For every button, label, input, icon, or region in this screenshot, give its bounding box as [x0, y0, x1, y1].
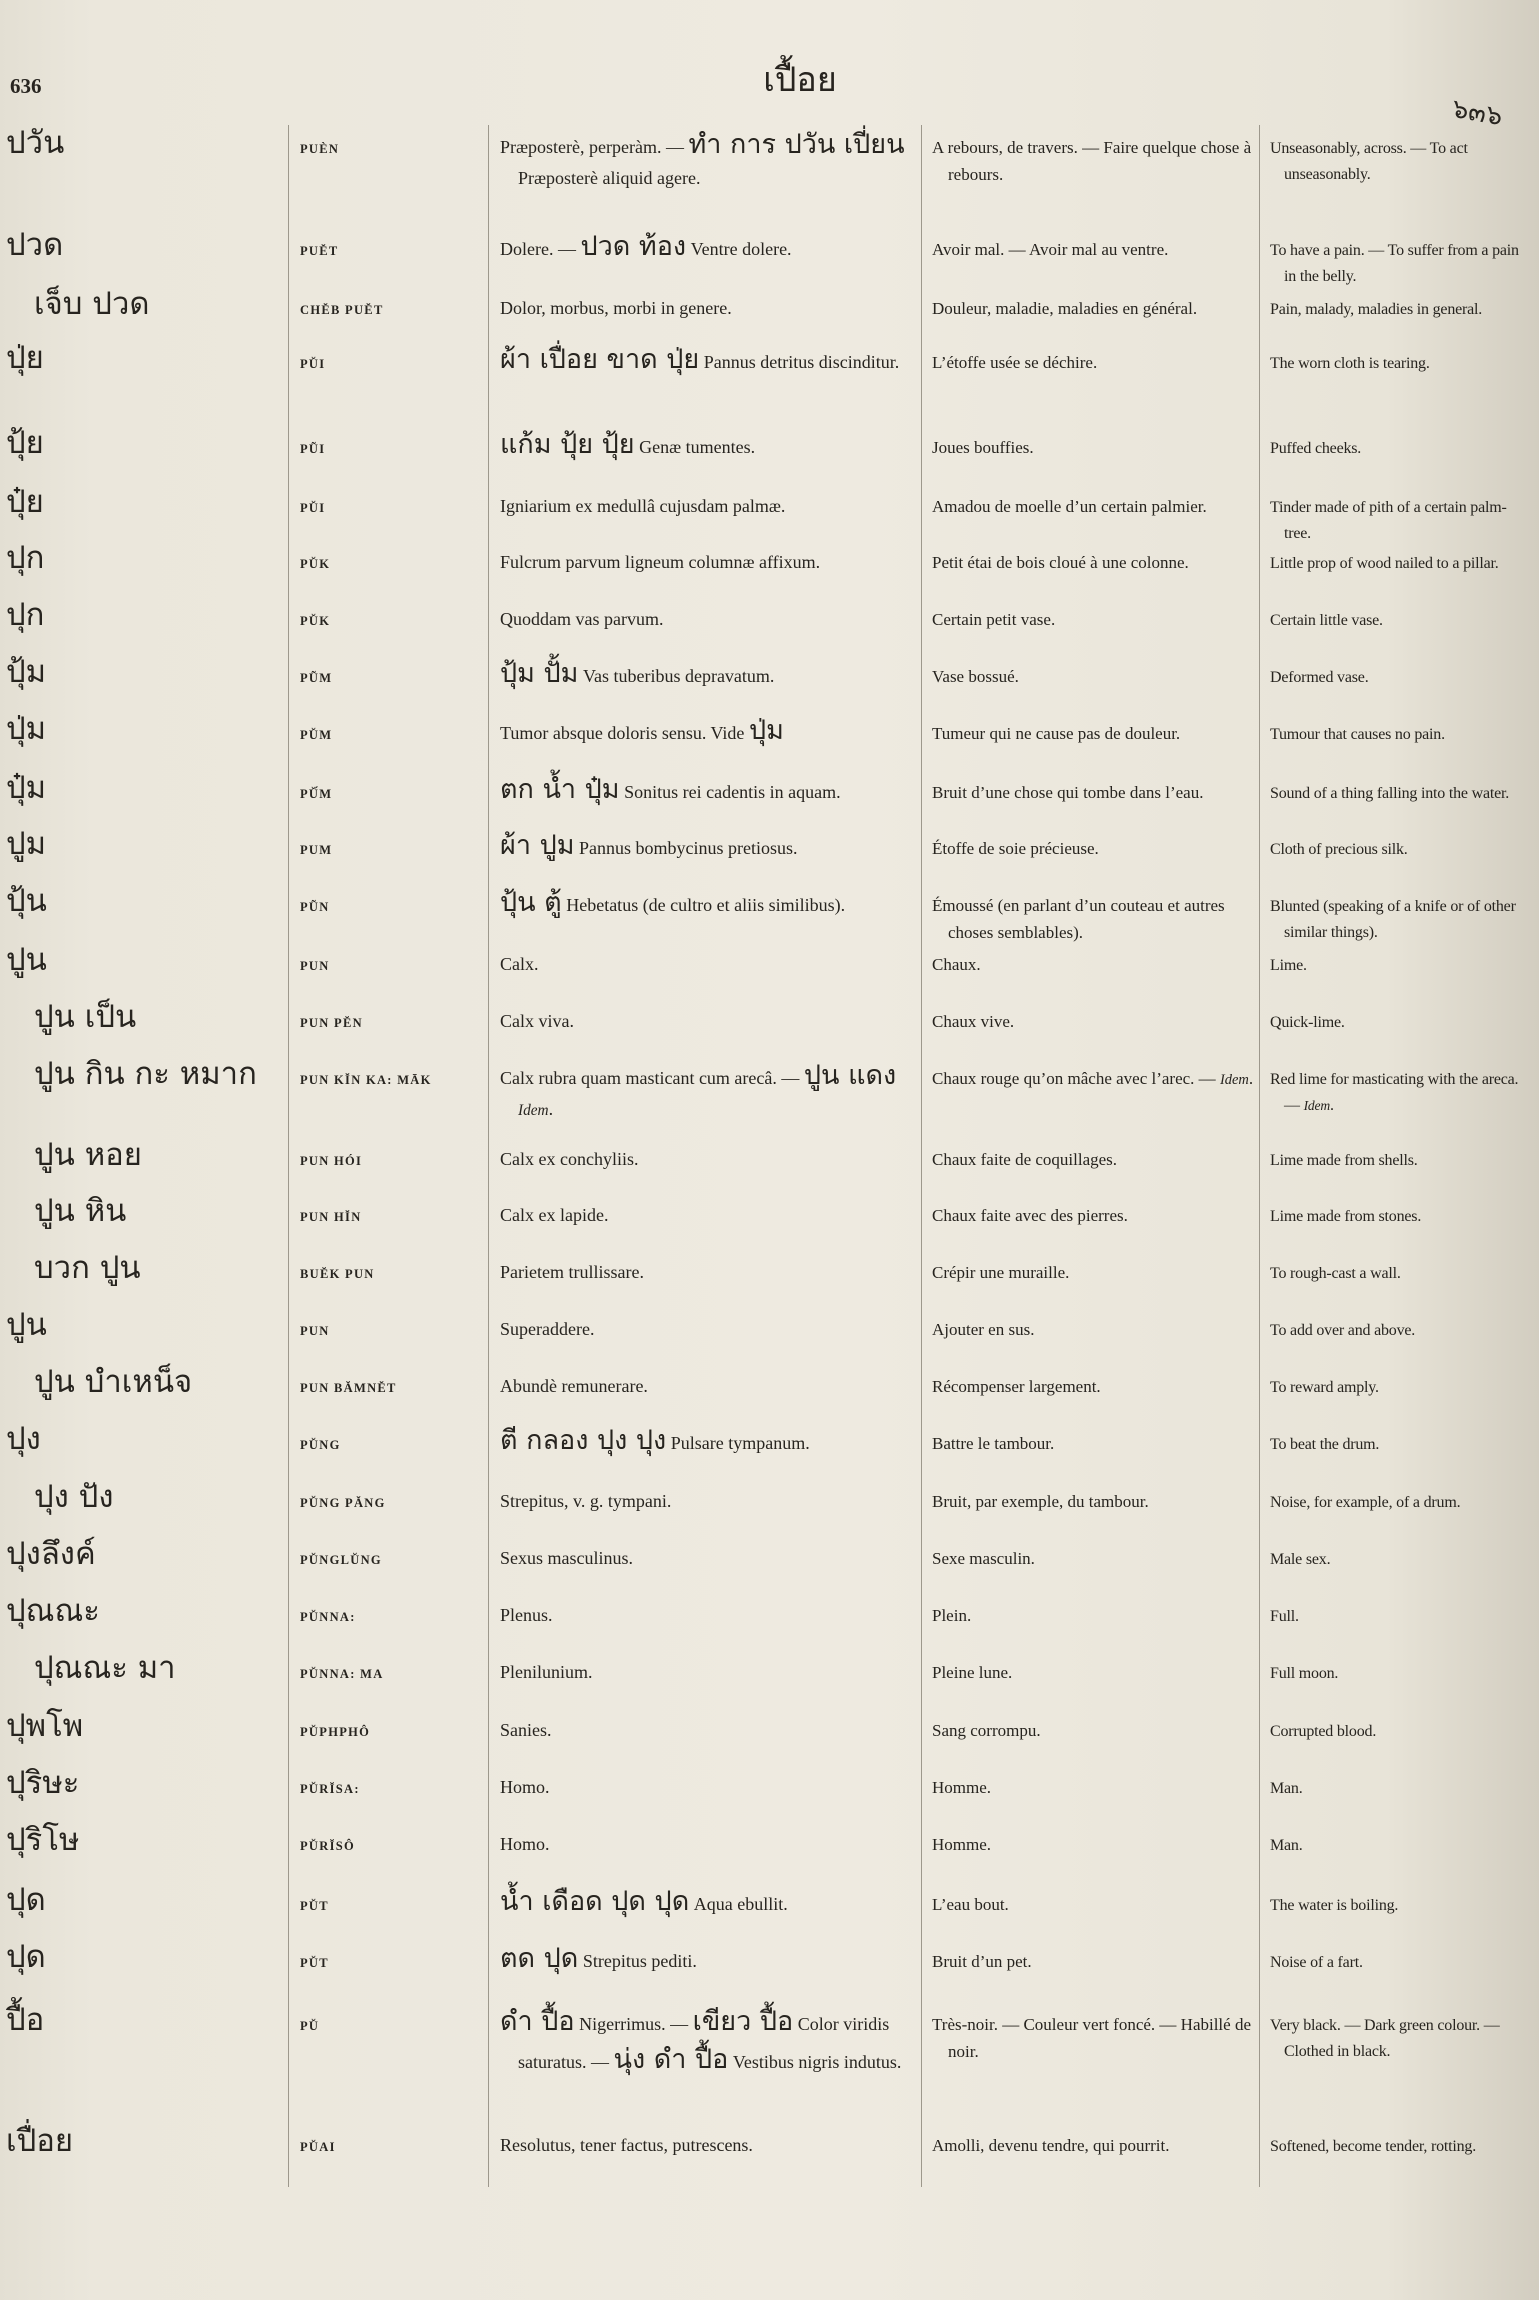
thai-headword: ปุงลึงค์ [6, 1536, 96, 1572]
english-definition: Tinder made of pith of a certain palm-tree. [1270, 499, 1507, 542]
latin-definition: Plenilunium. [500, 1662, 593, 1682]
french-definition: L’eau bout. [932, 1895, 1009, 1914]
english-definition: To rough-cast a wall. [1270, 1265, 1401, 1282]
thai-headword: ปุ่ย [6, 340, 44, 376]
entry-row [0, 1937, 1532, 1978]
thai-headword: ปูน กิน กะ หมาก [34, 1056, 257, 1092]
thai-headword: ปุ๋ย [6, 484, 44, 520]
french-definition: Chaux rouge qu’on mâche avec l’arec. — Idem. [932, 1069, 1254, 1088]
french-definition: Vase bossué. [932, 667, 1019, 686]
thai-headword: ปุง [6, 1421, 41, 1457]
english-definition: Cloth of precious silk. [1270, 841, 1408, 858]
thai-headword: ปูม [6, 826, 47, 862]
latin-definition: Strepitus, v. g. tympani. [500, 1491, 672, 1511]
latin-definition: Calx ex conchyliis. [500, 1149, 639, 1169]
thai-headword: ปูน เป็น [34, 999, 137, 1035]
french-definition: Battre le tambour. [932, 1434, 1055, 1453]
latin-definition: Dolere. — ปวด ท้อง Ventre dolere. [500, 231, 792, 262]
latin-definition: Tumor absque doloris sensu. Vide ปุ่ม [500, 715, 784, 746]
romanization: PŬNNA: MA [300, 1667, 384, 1681]
latin-definition: ผ้า เปื่อย ขาด ปุ่ย Pannus detritus discinditur. [500, 344, 900, 375]
entry-row [0, 595, 1532, 635]
french-definition: Sang corrompu. [932, 1721, 1041, 1740]
english-definition: Certain little vase. [1270, 612, 1383, 629]
romanization: PŬ́M [300, 787, 333, 801]
entry-row [0, 338, 1532, 379]
latin-definition: Calx viva. [500, 1011, 574, 1031]
romanization: PUĔT [300, 244, 339, 258]
romanization: PŨN [300, 900, 330, 914]
entry-row [0, 2121, 1532, 2161]
entry-row [0, 1706, 1532, 1746]
english-definition: Sound of a thing falling into the water. [1270, 785, 1510, 802]
thai-headword: ปวัน [6, 125, 65, 161]
english-definition: Full. [1270, 1608, 1299, 1625]
entry-row [0, 1648, 1532, 1688]
english-definition: Corrupted blood. [1270, 1723, 1377, 1740]
english-definition: Lime. [1270, 957, 1307, 974]
entry-row [0, 881, 1532, 946]
entry-row [0, 1305, 1532, 1345]
idem-italic: Idem [1219, 1072, 1249, 1088]
thai-phrase: ปุ้ม ปั้ม [500, 658, 579, 689]
thai-headword: ปุก [6, 540, 45, 576]
entry-row [0, 284, 1532, 324]
french-definition: Amolli, devenu tendre, qui pourrit. [932, 2136, 1170, 2155]
latin-definition: Dolor, morbus, morbi in genere. [500, 298, 732, 318]
entry-row [0, 1362, 1532, 1402]
thai-headword: ปูน บำเหน็จ [34, 1364, 193, 1400]
english-definition: Puffed cheeks. [1270, 440, 1362, 457]
english-definition: To beat the drum. [1270, 1436, 1380, 1453]
english-definition: Male sex. [1270, 1551, 1331, 1568]
thai-phrase: นุ่ง ดำ ปื้อ [613, 2044, 729, 2075]
latin-definition: Calx. [500, 954, 539, 974]
french-definition: Pleine lune. [932, 1663, 1013, 1682]
latin-definition: Superaddere. [500, 1319, 595, 1339]
latin-definition: ตี กลอง ปุง ปุง Pulsare tympanum. [500, 1425, 810, 1456]
latin-definition: Abundè remunerare. [500, 1376, 648, 1396]
french-definition: Bruit, par exemple, du tambour. [932, 1492, 1149, 1511]
latin-definition: ปุ้ม ปั้ม Vas tuberibus depravatum. [500, 658, 775, 689]
page-number: 636 [10, 74, 42, 98]
romanization: PŬI [300, 357, 326, 371]
french-definition: Bruit d’un pet. [932, 1952, 1032, 1971]
latin-definition: Sexus masculinus. [500, 1548, 633, 1568]
thai-phrase: ผ้า เปื่อย ขาด ปุ่ย [500, 344, 700, 375]
thai-phrase: แก้ม ปุ้ย ปุ้ย [500, 429, 635, 460]
thai-headword: ปุ้ม [6, 654, 47, 690]
thai-phrase: ปุ่ม [748, 715, 784, 746]
romanization: PŬK [300, 557, 331, 571]
french-definition: Douleur, maladie, maladies en général. [932, 299, 1198, 318]
romanization: CHĔB PUĔT [300, 303, 384, 317]
romanization: PŨI [300, 442, 326, 456]
english-definition: Little prop of wood nailed to a pillar. [1270, 555, 1499, 572]
romanization: PŬ [300, 2019, 320, 2033]
french-definition: Homme. [932, 1835, 992, 1854]
english-definition: To add over and above. [1270, 1322, 1416, 1339]
latin-definition: Quoddam vas parvum. [500, 609, 664, 629]
romanization: BUĔK PUN [300, 1267, 375, 1281]
english-definition: Red lime for masticating with the areca. — Idem. [1270, 1071, 1519, 1114]
thai-phrase: ตก น้ำ ปุ๋ม [500, 774, 620, 805]
latin-definition: Calx rubra quam masticant cum arecâ. — ปูน แดง Idem. [500, 1060, 897, 1119]
english-definition: Noise of a fart. [1270, 1954, 1363, 1971]
running-head: เปื้อย [763, 60, 837, 100]
french-definition: Crépir une muraille. [932, 1263, 1070, 1282]
romanization: PŬT [300, 1899, 329, 1913]
latin-definition: Calx ex lapide. [500, 1205, 609, 1225]
entry-row [0, 2000, 1532, 2079]
french-definition: Ajouter en sus. [932, 1320, 1035, 1339]
english-definition: Quick-lime. [1270, 1014, 1345, 1031]
latin-definition: ตก น้ำ ปุ๋ม Sonitus rei cadentis in aquam. [500, 774, 841, 805]
thai-headword: ปุริษะ [6, 1765, 80, 1801]
thai-phrase: ดำ ปื้อ [500, 2006, 575, 2037]
entry-row [0, 1054, 1532, 1125]
romanization: PUÈN [300, 142, 340, 156]
entry-row [0, 423, 1532, 464]
french-definition: A rebours, de travers. — Faire quelque chose à rebours. [932, 138, 1252, 184]
entry-row [0, 538, 1532, 578]
thai-headword: ปุ๋ม [6, 770, 47, 806]
thai-headword: ปวด [6, 227, 64, 263]
romanization: PŬRĬSA: [300, 1782, 360, 1796]
entry-row [0, 1419, 1532, 1460]
entry-row [0, 1477, 1532, 1517]
romanization: PUN KĬN KA: MĀK [300, 1073, 432, 1087]
thai-headword: ปุณณะ [6, 1593, 100, 1629]
english-definition: The worn cloth is tearing. [1270, 355, 1430, 372]
thai-headword: ปูน หอย [34, 1137, 142, 1173]
thai-phrase: ตด ปุด [500, 1943, 579, 1974]
entry-row [0, 652, 1532, 693]
french-definition: Petit étai de bois cloué à une colonne. [932, 553, 1189, 572]
english-definition: Full moon. [1270, 1665, 1339, 1682]
idem-italic: Idem [518, 1102, 549, 1119]
latin-definition: Præposterè, perperàm. — ทำ การ ปวัน เปี่ยน Præposterè aliquid agere. [500, 129, 905, 188]
romanization: PŬI [300, 501, 326, 515]
french-definition: Sexe masculin. [932, 1549, 1035, 1568]
entry-row [0, 1763, 1532, 1803]
latin-definition: แก้ม ปุ้ย ปุ้ย Genæ tumentes. [500, 429, 756, 460]
latin-definition: Plenus. [500, 1605, 553, 1625]
english-definition: Lime made from shells. [1270, 1152, 1418, 1169]
idem-italic: Idem [1303, 1098, 1330, 1113]
french-definition: Chaux faite avec des pierres. [932, 1206, 1128, 1225]
thai-headword: ปุด [6, 1939, 46, 1975]
romanization: PŬAI [300, 2140, 336, 2154]
french-definition: Joues bouffies. [932, 438, 1034, 457]
thai-phrase: ปวด ท้อง [580, 231, 687, 262]
romanization: PUM [300, 843, 333, 857]
thai-phrase: ตี กลอง ปุง ปุง [500, 1425, 667, 1456]
romanization: PŬK [300, 614, 331, 628]
romanization: PUN HĬN [300, 1210, 362, 1224]
french-definition: Chaux vive. [932, 1012, 1015, 1031]
french-definition: Tumeur qui ne cause pas de douleur. [932, 724, 1181, 743]
romanization: PUN BĂMNĔT [300, 1381, 397, 1395]
entry-row [0, 123, 1532, 192]
entry-row [0, 1191, 1532, 1231]
english-definition: Softened, become tender, rotting. [1270, 2138, 1477, 2155]
romanization: PŬM [300, 728, 333, 742]
french-definition: Bruit d’une chose qui tombe dans l’eau. [932, 783, 1204, 802]
romanization: PUN PĔN [300, 1016, 363, 1030]
romanization: PŬNG [300, 1438, 341, 1452]
french-definition: Plein. [932, 1606, 972, 1625]
thai-headword: บวก ปูน [34, 1250, 141, 1286]
thai-headword: ปุด [6, 1882, 46, 1918]
thai-headword: ปุริโษ [6, 1822, 80, 1858]
thai-page-number: ๖๓๖ [1449, 93, 1505, 133]
romanization: PŬNG PĂNG [300, 1496, 386, 1510]
thai-headword: ปุณณะ มา [34, 1650, 176, 1686]
latin-definition: ปุ้น ตู้ Hebetatus (de cultro et aliis similibus). [500, 887, 846, 918]
french-definition: Amadou de moelle d’un certain palmier. [932, 497, 1207, 516]
entry-row [0, 1880, 1532, 1921]
thai-phrase: เขียว ปื้อ [692, 2006, 794, 2037]
thai-phrase: ปุ้น ตู้ [500, 887, 562, 918]
thai-headword: ปูน [6, 942, 47, 978]
entry-row [0, 1591, 1532, 1631]
entry-row [0, 768, 1532, 809]
english-definition: Pain, malady, maladies in general. [1270, 301, 1483, 318]
english-definition: Lime made from stones. [1270, 1208, 1422, 1225]
french-definition: Certain petit vase. [932, 610, 1056, 629]
romanization: PŨM [300, 671, 333, 685]
french-definition: Étoffe de soie précieuse. [932, 839, 1099, 858]
latin-definition: ผ้า ปูม Pannus bombycinus pretiosus. [500, 830, 798, 861]
english-definition: To have a pain. — To suffer from a pain in the belly. [1270, 242, 1519, 285]
thai-headword: เปื่อย [6, 2123, 74, 2159]
romanization: PŬT [300, 1956, 329, 1970]
entry-row [0, 1820, 1532, 1860]
french-definition: Homme. [932, 1778, 992, 1797]
entry-row [0, 997, 1532, 1037]
thai-phrase: น้ำ เดือด ปุด ปุด [500, 1886, 690, 1917]
entry-row [0, 1534, 1532, 1574]
entry-row [0, 940, 1532, 980]
latin-definition: ตด ปุด Strepitus pediti. [500, 1943, 697, 1974]
entry-row [0, 225, 1532, 290]
thai-headword: ปุง ปัง [34, 1479, 114, 1515]
thai-headword: ปุก [6, 597, 45, 633]
english-definition: The water is boiling. [1270, 1897, 1399, 1914]
latin-definition: ดำ ปื้อ Nigerrimus. — เขียว ปื้อ Color viridis saturatus. — นุ่ง ดำ ปื้อ Vestibus nigris indutus. [500, 2006, 902, 2075]
thai-headword: ปุ่ม [6, 711, 47, 747]
entry-row [0, 1248, 1532, 1288]
english-definition: Noise, for example, of a drum. [1270, 1494, 1461, 1511]
latin-definition: Resolutus, tener factus, putrescens. [500, 2135, 753, 2155]
thai-headword: ปื้อ [6, 2002, 45, 2038]
thai-phrase: ปูน แดง [803, 1060, 897, 1091]
entry-row [0, 1135, 1532, 1175]
romanization: PŬNNA: [300, 1610, 356, 1624]
romanization: PŬNGLŬNG [300, 1553, 382, 1567]
latin-definition: Parietem trullissare. [500, 1262, 644, 1282]
thai-headword: ปูน หิน [34, 1193, 127, 1229]
french-definition: L’étoffe usée se déchire. [932, 353, 1098, 372]
english-definition: Man. [1270, 1837, 1303, 1854]
thai-headword: ปุ้น [6, 883, 47, 919]
latin-definition: Homo. [500, 1834, 550, 1854]
romanization: PŬPHPHÔ [300, 1725, 371, 1739]
romanization: PUN [300, 959, 330, 973]
french-definition: Avoir mal. — Avoir mal au ventre. [932, 240, 1169, 259]
thai-phrase: ผ้า ปูม [500, 830, 575, 861]
latin-definition: Homo. [500, 1777, 550, 1797]
thai-headword: ปูน [6, 1307, 47, 1343]
latin-definition: น้ำ เดือด ปุด ปุด Aqua ebullit. [500, 1886, 788, 1917]
latin-definition: Fulcrum parvum ligneum columnæ affixum. [500, 552, 821, 572]
french-definition: Chaux faite de coquillages. [932, 1150, 1118, 1169]
entry-row [0, 709, 1532, 750]
thai-headword: ปุ้ย [6, 425, 44, 461]
romanization: PUN HÓI [300, 1154, 363, 1168]
english-definition: Deformed vase. [1270, 669, 1369, 686]
french-definition: Émoussé (en parlant d’un couteau et autres choses semblables). [932, 896, 1225, 942]
french-definition: Récompenser largement. [932, 1377, 1101, 1396]
english-definition: Man. [1270, 1780, 1303, 1797]
english-definition: Unseasonably, across. — To act unseasonably. [1270, 140, 1468, 183]
english-definition: Very black. — Dark green colour. — Clothed in black. [1270, 2017, 1500, 2060]
entry-row [0, 824, 1532, 865]
thai-headword: เจ็บ ปวด [34, 286, 150, 322]
french-definition: Très-noir. — Couleur vert foncé. — Habillé de noir. [932, 2015, 1251, 2061]
romanization: PŬRĬSÔ [300, 1839, 356, 1853]
english-definition: To reward amply. [1270, 1379, 1379, 1396]
french-definition: Chaux. [932, 955, 981, 974]
english-definition: Blunted (speaking of a knife or of other similar things). [1270, 898, 1516, 941]
romanization: PUN [300, 1324, 330, 1338]
latin-definition: Igniarium ex medullâ cujusdam palmæ. [500, 496, 786, 516]
thai-headword: ปุพโพ [6, 1708, 84, 1744]
english-definition: Tumour that causes no pain. [1270, 726, 1445, 743]
thai-phrase: ทำ การ ปวัน เปี่ยน [688, 129, 905, 160]
latin-definition: Sanies. [500, 1720, 552, 1740]
